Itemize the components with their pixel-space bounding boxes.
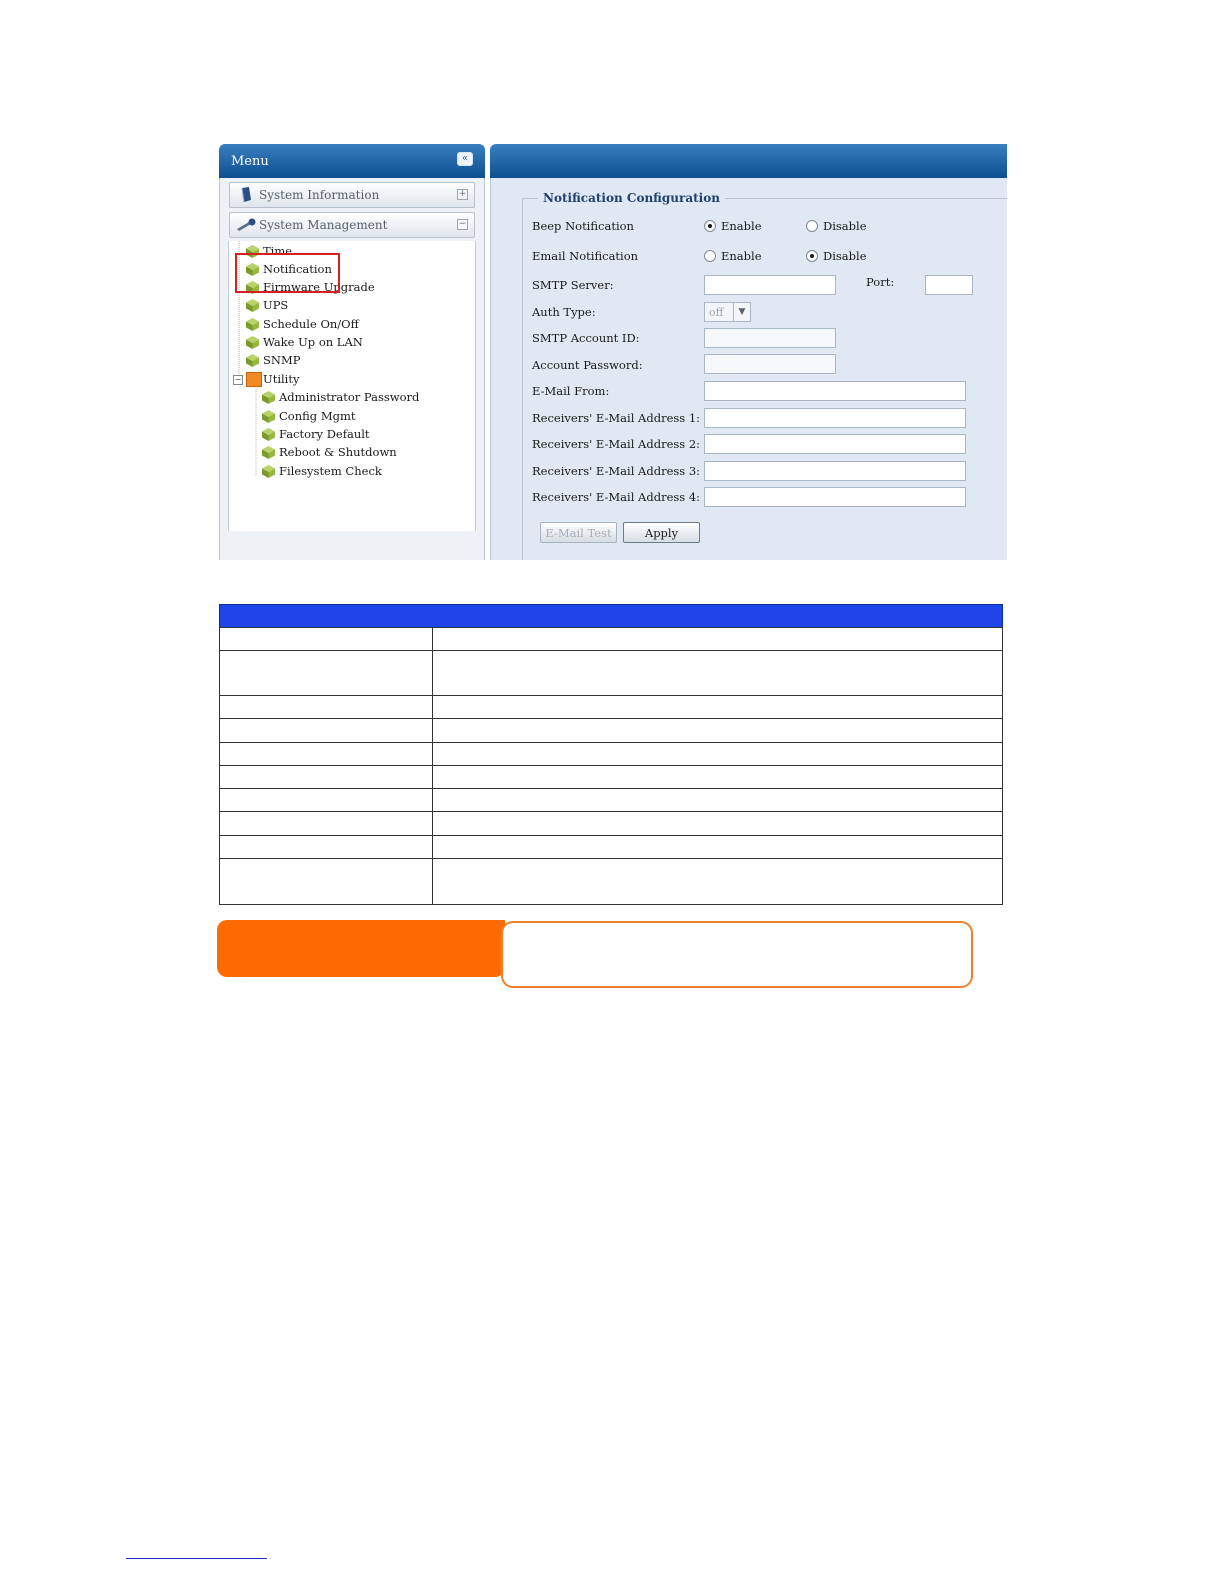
table-row [219, 718, 1003, 719]
receiver-3-input[interactable] [704, 461, 966, 481]
tree-item-label: Reboot & Shutdown [279, 445, 397, 459]
tree-item-label: Factory Default [279, 427, 370, 441]
description-table [219, 604, 1003, 905]
section-label: System Information [259, 188, 380, 202]
tip-label-tab [217, 920, 505, 977]
tree-item-label: Time [263, 244, 293, 258]
table-border [1002, 627, 1003, 905]
tree-item-label: Config Mgmt [279, 409, 356, 423]
receiver-4-input[interactable] [704, 487, 966, 507]
email-enable-label: Enable [721, 249, 762, 263]
beep-disable-radio[interactable] [806, 220, 818, 232]
apply-button[interactable]: Apply [623, 522, 700, 543]
table-header-bar [219, 604, 1003, 628]
receiver-1-input[interactable] [704, 408, 966, 428]
main-header [490, 144, 1007, 178]
cube-icon [261, 409, 276, 424]
ui-screenshot [219, 144, 1007, 560]
cube-icon [261, 464, 276, 479]
email-disable-radio[interactable] [806, 250, 818, 262]
cube-icon [261, 427, 276, 442]
table-row [219, 650, 1003, 651]
table-row [219, 765, 1003, 766]
receiver-3-label: Receivers' E-Mail Address 3: [532, 464, 701, 478]
email-enable-radio[interactable] [704, 250, 716, 262]
table-row [219, 788, 1003, 789]
book-icon [240, 187, 252, 202]
beep-enable-label: Enable [721, 219, 762, 233]
menu-header [219, 144, 485, 178]
table-row [219, 835, 1003, 836]
table-row [219, 695, 1003, 696]
email-disable-label: Disable [823, 249, 867, 263]
beep-notification-label: Beep Notification [532, 219, 634, 233]
tree-item-label: Utility [263, 372, 300, 386]
account-password-input[interactable] [704, 354, 836, 374]
beep-enable-radio[interactable] [704, 220, 716, 232]
tree-item-label: Administrator Password [279, 390, 420, 404]
receiver-1-label: Receivers' E-Mail Address 1: [532, 411, 701, 425]
table-row [219, 858, 1003, 859]
auth-type-select[interactable] [704, 302, 751, 322]
collapse-icon[interactable]: − [458, 219, 467, 229]
table-border [219, 627, 220, 905]
menu-panel [219, 144, 485, 560]
email-notification-label: Email Notification [532, 249, 639, 263]
email-from-label: E-Mail From: [532, 384, 610, 398]
email-test-button[interactable]: E-Mail Test [540, 522, 617, 543]
wrench-icon [236, 217, 256, 232]
cube-icon [245, 317, 260, 332]
port-label: Port: [866, 275, 895, 289]
tip-content-box [501, 921, 973, 988]
menu-title: Menu [231, 154, 269, 169]
table-row [219, 811, 1003, 812]
expand-icon[interactable]: + [458, 189, 467, 199]
table-row [219, 742, 1003, 743]
folder-icon [246, 372, 262, 387]
cube-icon [245, 335, 260, 350]
tree-item-label: Schedule On/Off [263, 317, 359, 331]
cube-icon [261, 390, 276, 405]
account-password-label: Account Password: [532, 358, 643, 372]
cube-icon [245, 298, 260, 313]
tree-item-label: UPS [263, 298, 289, 312]
tree-item-label: Notification [263, 262, 332, 276]
email-from-input[interactable] [704, 381, 966, 401]
fieldset-legend: Notification Configuration [538, 191, 725, 205]
tree-item-label: Filesystem Check [279, 464, 382, 478]
cube-icon [261, 445, 276, 460]
notification-highlight-box [235, 253, 340, 293]
tree-item-label: Firmware Upgrade [263, 280, 375, 294]
receiver-2-input[interactable] [704, 434, 966, 454]
tree-item-label: SNMP [263, 353, 301, 367]
section-system-management[interactable] [229, 212, 475, 238]
smtp-server-input[interactable] [704, 275, 836, 295]
collapse-menu-icon[interactable]: « [457, 152, 473, 166]
section-system-information[interactable] [229, 182, 475, 208]
auth-type-label: Auth Type: [532, 305, 596, 319]
port-input[interactable] [925, 275, 973, 295]
auth-type-value: off [709, 306, 724, 319]
cube-icon [245, 353, 260, 368]
table-row [219, 627, 1003, 628]
smtp-account-label: SMTP Account ID: [532, 331, 640, 345]
footer-link-underline [126, 1558, 267, 1559]
tree-item-label: Wake Up on LAN [263, 335, 363, 349]
beep-disable-label: Disable [823, 219, 867, 233]
smtp-server-label: SMTP Server: [532, 278, 614, 292]
chevron-down-icon: ▼ [733, 303, 750, 321]
table-column-divider [432, 627, 433, 905]
table-row [219, 904, 1003, 905]
smtp-account-input[interactable] [704, 328, 836, 348]
section-label: System Management [259, 218, 388, 232]
receiver-2-label: Receivers' E-Mail Address 2: [532, 437, 701, 451]
receiver-4-label: Receivers' E-Mail Address 4: [532, 490, 701, 504]
collapse-icon[interactable]: − [234, 375, 242, 384]
main-panel [490, 144, 1007, 560]
